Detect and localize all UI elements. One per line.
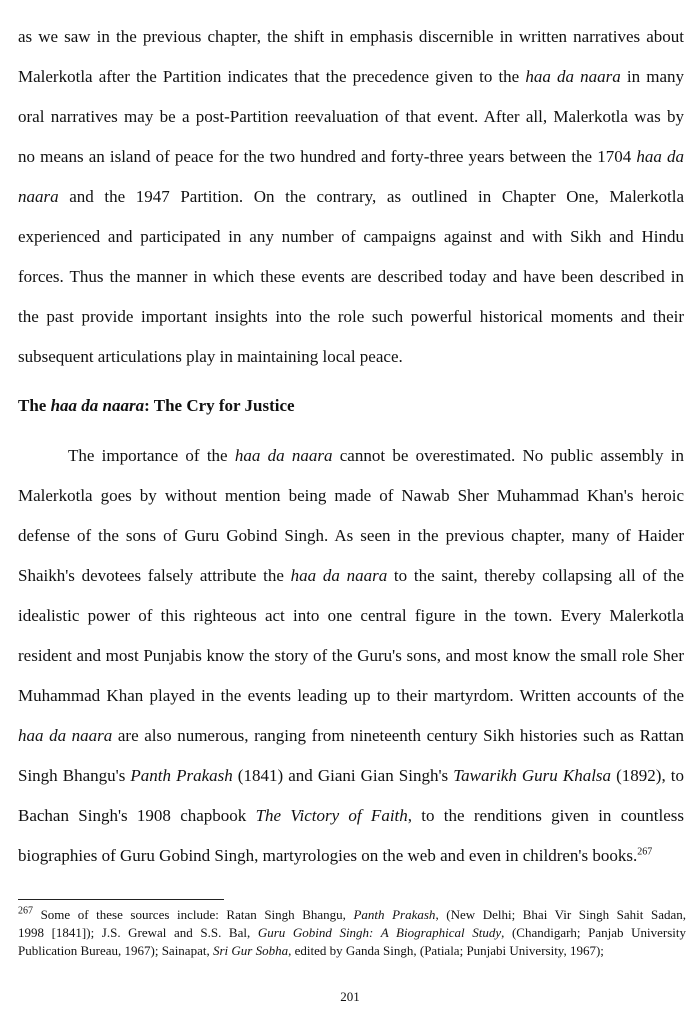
text-line [18, 267, 684, 287]
italic-text: haa da naara [50, 396, 145, 415]
footnote-ref[interactable]: 267 [637, 846, 653, 858]
text-run: Shaikh's devotees falsely attribute the [18, 566, 291, 585]
text-run: , (Chandigarh; Panjab University [501, 925, 686, 940]
text-run: to the saint, thereby collapsing all of the [387, 566, 684, 585]
text-run: Some of these sources include: Ratan Singh Bhangu, [33, 907, 354, 922]
text-run: (1892), to [611, 766, 685, 785]
text-run: oral narratives may be a post-Partition reevaluation of that event. After all, Malerkotla was by [18, 107, 684, 126]
text-run: resident and most Punjabis know the story of the Guru's sons, and most know the small role Sher [18, 646, 684, 665]
text-line [18, 227, 684, 247]
text-run: 1998 [1841]); J.S. Grewal and S.S. Bal, [18, 925, 258, 940]
text-line [18, 806, 684, 826]
italic-text: naara [18, 187, 59, 206]
text-run: The [18, 396, 51, 415]
text-run: idealistic power of this righteous act into one central figure in the town. Every Malerkotla [18, 606, 684, 625]
italic-text: Panth Prakash [130, 766, 233, 785]
text-line [18, 67, 684, 87]
text-line [18, 187, 684, 207]
section-heading [18, 396, 684, 416]
italic-text: Tawarikh Guru Khalsa [453, 766, 612, 785]
text-run: in many [620, 67, 685, 86]
footnote-ref[interactable]: 267 [18, 905, 33, 917]
italic-text: Sri Gur Sobha [212, 943, 289, 958]
text-line [18, 726, 684, 746]
text-line [18, 942, 686, 960]
text-run: and the 1947 Partition. On the contrary, as outlined in Chapter One, Malerkotla [58, 187, 684, 206]
text-line [18, 526, 684, 546]
text-run: (1841) and Giani Gian Singh's [232, 766, 454, 785]
text-run: no means an island of peace for the two hundred and forty-three years between the 1704 [18, 147, 637, 166]
text-run: Singh Bhangu's [18, 766, 131, 785]
text-line [18, 347, 684, 367]
text-line [18, 27, 684, 47]
text-run: , to the renditions given in countless [407, 806, 684, 825]
text-line [18, 486, 684, 506]
text-run: cannot be overestimated. No public assembly in [332, 446, 685, 465]
italic-text: The Victory of Faith [255, 806, 408, 825]
text-run: are also numerous, ranging from nineteenth century Sikh histories such as Rattan [112, 726, 684, 745]
text-line [18, 906, 686, 924]
text-line [18, 846, 684, 866]
footnote-divider [18, 899, 224, 900]
text-run: defense of the sons of Guru Gobind Singh. As seen in the previous chapter, many of Haider [18, 526, 684, 545]
text-line [18, 766, 684, 786]
text-run: Malerkotla goes by without mention being made of Nawab Sher Muhammad Khan's heroic [18, 486, 684, 505]
italic-text: Panth Prakash [353, 907, 436, 922]
text-run: , edited by Ganda Singh, (Patiala; Punjabi University, 1967); [288, 943, 604, 958]
text-run: the past provide important insights into the role such powerful historical moments and their [18, 307, 684, 326]
text-run: as we saw in the previous chapter, the shift in emphasis discernible in written narratives about [18, 27, 684, 46]
text-run: Bachan Singh's 1908 chapbook [18, 806, 256, 825]
italic-text: haa da naara [525, 67, 621, 86]
text-run: biographies of Guru Gobind Singh, martyrologies on the web and even in children's books. [18, 846, 638, 865]
text-line [18, 686, 684, 706]
page-number: 201 [340, 989, 360, 1004]
text-line [18, 147, 684, 167]
text-run: Malerkotla after the Partition indicates that the precedence given to the [18, 67, 526, 86]
text-line [18, 606, 684, 626]
text-run: forces. Thus the manner in which these events are described today and have been described in [18, 267, 684, 286]
italic-text: haa da naara [18, 726, 113, 745]
italic-text: haa da [636, 147, 684, 166]
text-line [18, 924, 686, 942]
text-run: The importance of the [68, 446, 235, 465]
text-line [68, 446, 684, 466]
text-run: : The Cry for Justice [144, 396, 295, 415]
text-run: subsequent articulations play in maintaining local peace. [18, 347, 403, 366]
text-run: Muhammad Khan played in the events leading up to their martyrdom. Written accounts of the [18, 686, 684, 705]
text-line [18, 107, 684, 127]
italic-text: haa da naara [290, 566, 388, 585]
text-line [18, 566, 684, 586]
italic-text: haa da naara [234, 446, 333, 465]
text-line [18, 307, 684, 327]
text-run: Publication Bureau, 1967); Sainapat, [18, 943, 213, 958]
text-run: experienced and participated in any number of campaigns against and with Sikh and Hindu [18, 227, 684, 246]
italic-text: Guru Gobind Singh: A Biographical Study [257, 925, 502, 940]
text-run: , (New Delhi; Bhai Vir Singh Sahit Sadan, [435, 907, 686, 922]
text-line [18, 646, 684, 666]
